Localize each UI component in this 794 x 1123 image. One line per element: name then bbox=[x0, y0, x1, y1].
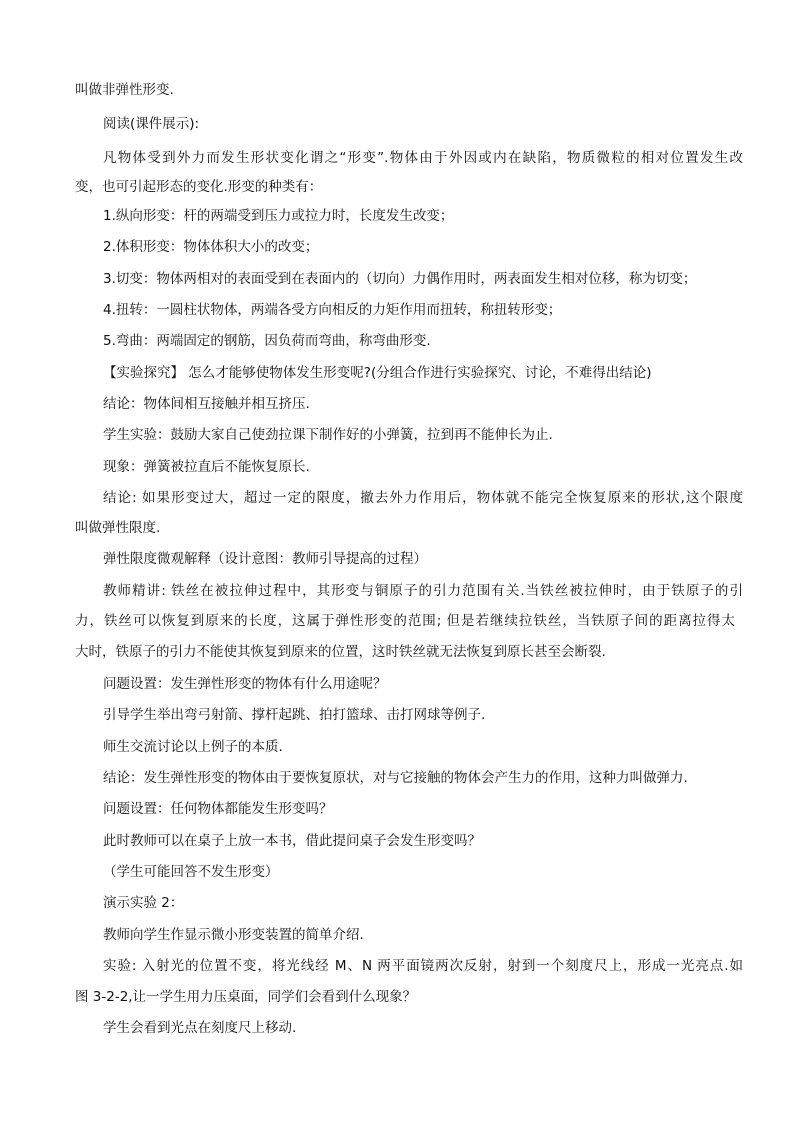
text-line: 结论：物体间相互接触并相互挤压. bbox=[103, 396, 310, 412]
text-line: 【实验探究】 怎么才能够使物体发生形变呢?(分组合作进行实验探究、讨论，不难得出结论) bbox=[103, 365, 652, 381]
text-line: 师生交流讨论以上例子的本质. bbox=[103, 739, 283, 755]
text-line: 2.体积形变：物体体积大小的改变； bbox=[103, 239, 319, 255]
text-line: 现象：弹簧被拉直后不能恢复原长. bbox=[103, 459, 310, 475]
text-line: 图 3-2-2,让一学生用力压桌面，同学们会看到什么现象？ bbox=[75, 989, 417, 1005]
text-line: 结论: 如果形变过大，超过一定的限度，撤去外力作用后，物体就不能完全恢复原来的形状,这个限度 bbox=[103, 490, 743, 506]
text-line: 3.切变：物体两相对的表面受到在表面内的（切向）力偶作用时，两表面发生相对位移，称为切变； bbox=[103, 271, 697, 287]
text-line: 教师精讲: 铁丝在被拉伸过程中，其形变与铜原子的引力范围有关.当铁丝被拉伸时，由于铁原子的引 bbox=[103, 583, 743, 599]
text-line: 叫做非弹性形变. bbox=[75, 82, 174, 98]
text-line: 结论：发生弹性形变的物体由于要恢复原状，对与它接触的物体会产生力的作用，这种力叫做弹力. bbox=[103, 770, 688, 786]
text-line: 学生会看到光点在刻度尺上移动. bbox=[103, 1020, 297, 1036]
text-line: 教师向学生作显示微小形变装置的简单介绍. bbox=[103, 927, 364, 943]
text-line: 1.纵向形变：杆的两端受到压力或拉力时，长度发生改变； bbox=[103, 208, 454, 224]
text-line: 凡物体受到外力而发生形状变化谓之“形变”.物体由于外因或内在缺陷，物质微粒的相对位置发生改 bbox=[103, 150, 743, 166]
text-line: 力，铁丝可以恢复到原来的长度，这属于弹性形变的范围; 但是若继续拉铁丝，当铁原子间的距离拉得太 bbox=[75, 613, 735, 629]
text-line: 弹性限度微观解释（设计意图：教师引导提高的过程） bbox=[103, 551, 427, 567]
text-line: 阅读(课件展示): bbox=[103, 116, 200, 132]
text-line: 演示实验 2： bbox=[103, 895, 184, 911]
text-line: 问题设置：发生弹性形变的物体有什么用途呢？ bbox=[103, 676, 387, 692]
text-line: 实验: 入射光的位置不变，将光线经 M、N 两平面镜两次反射，射到一个刻度尺上，形成一光亮点.如 bbox=[103, 958, 743, 974]
text-line: （学生可能回答不发生形变） bbox=[103, 864, 279, 880]
text-line: 变，也可引起形态的变化.形变的种类有： bbox=[75, 179, 323, 195]
text-line: 5.弯曲：两端固定的钢筋，因负荷而弯曲，称弯曲形变. bbox=[103, 333, 431, 349]
text-line: 引导学生举出弯弓射箭、撑杆起跳、拍打篮球、击打网球等例子. bbox=[103, 707, 486, 723]
text-line: 学生实验：鼓励大家自己使劲拉课下制作好的小弹簧，拉到再不能伸长为止. bbox=[103, 427, 553, 443]
text-line: 大时，铁原子的引力不能使其恢复到原来的位置，这时铁丝就无法恢复到原长甚至会断裂. bbox=[75, 644, 606, 660]
text-line: 叫做弹性限度. bbox=[75, 520, 161, 536]
text-line: 4.扭转：一圆柱状物体，两端各受方向相反的力矩作用而扭转，称扭转形变； bbox=[103, 302, 562, 318]
text-line: 此时教师可以在桌子上放一本书，借此提问桌子会发生形变吗？ bbox=[103, 833, 481, 849]
text-line: 问题设置：任何物体都能发生形变吗？ bbox=[103, 801, 333, 817]
